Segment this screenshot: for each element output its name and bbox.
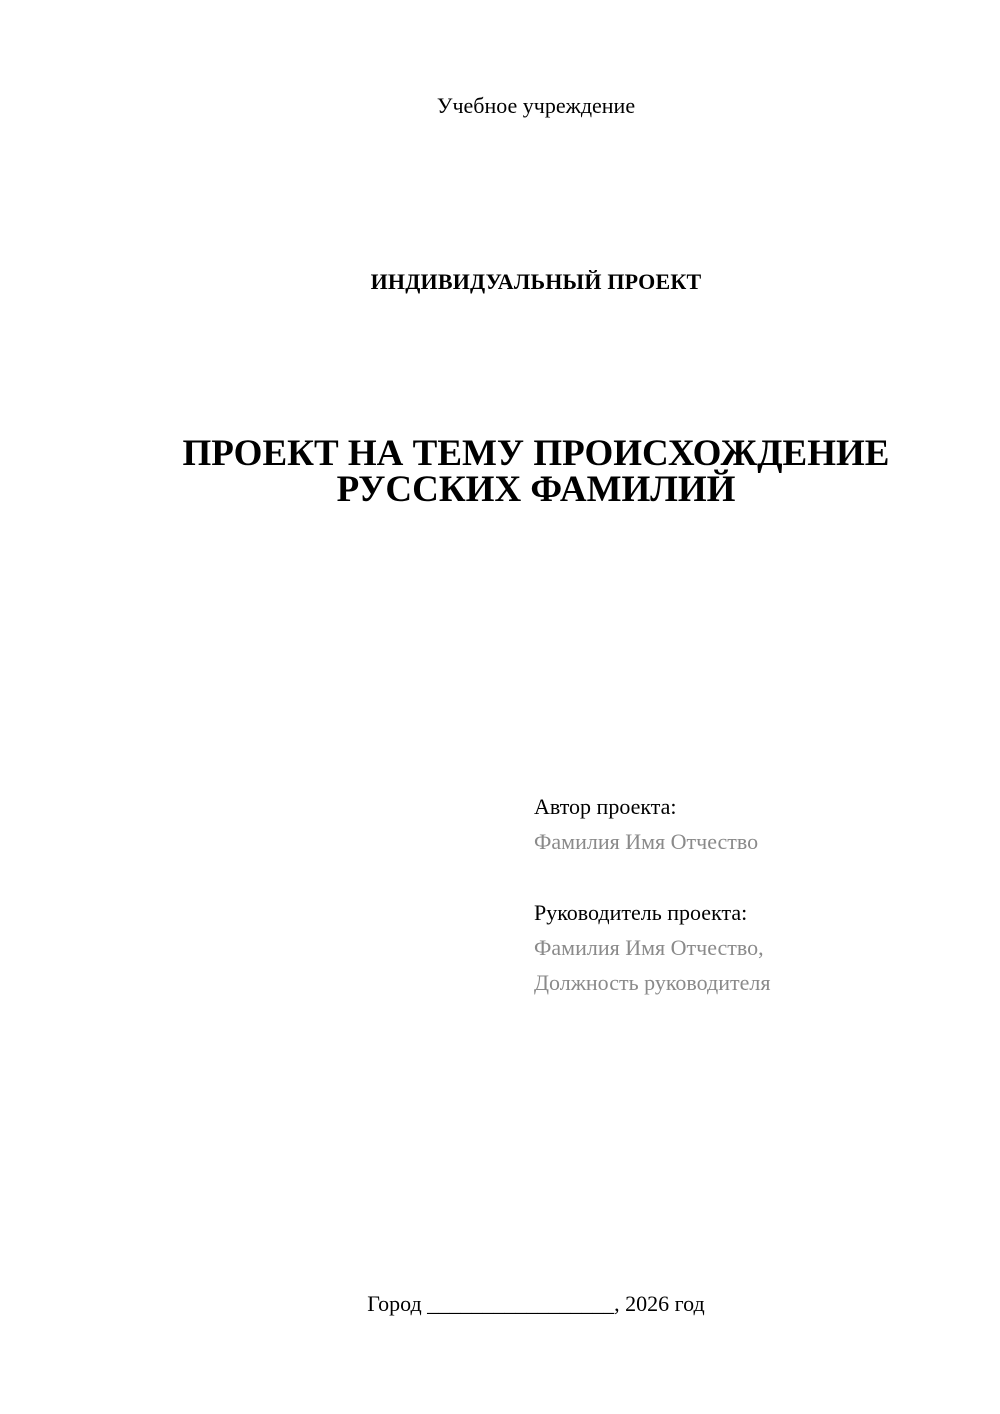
supervisor-position: Должность руководителя [534,970,771,995]
document-title [36,433,1000,510]
project-info-block [534,789,974,1000]
supervisor-name: Фамилия Имя Отчество, [534,935,764,960]
info-spacer [534,859,974,895]
supervisor-label: Руководитель проекта: [534,900,748,925]
author-name: Фамилия Имя Отчество [534,829,759,854]
document-type: ИНДИВИДУАЛЬНЫЙ ПРОЕКТ [370,269,702,294]
city-year-line: Город _________________, 2026 год [367,1291,705,1316]
document-title-line-2: РУССКИХ ФАМИЛИЙ [336,469,736,510]
document-title-line-1: ПРОЕКТ НА ТЕМУ ПРОИСХОЖДЕНИЕ [182,433,890,474]
institution-name: Учебное учреждение [436,93,636,118]
author-label: Автор проекта: [534,794,677,819]
